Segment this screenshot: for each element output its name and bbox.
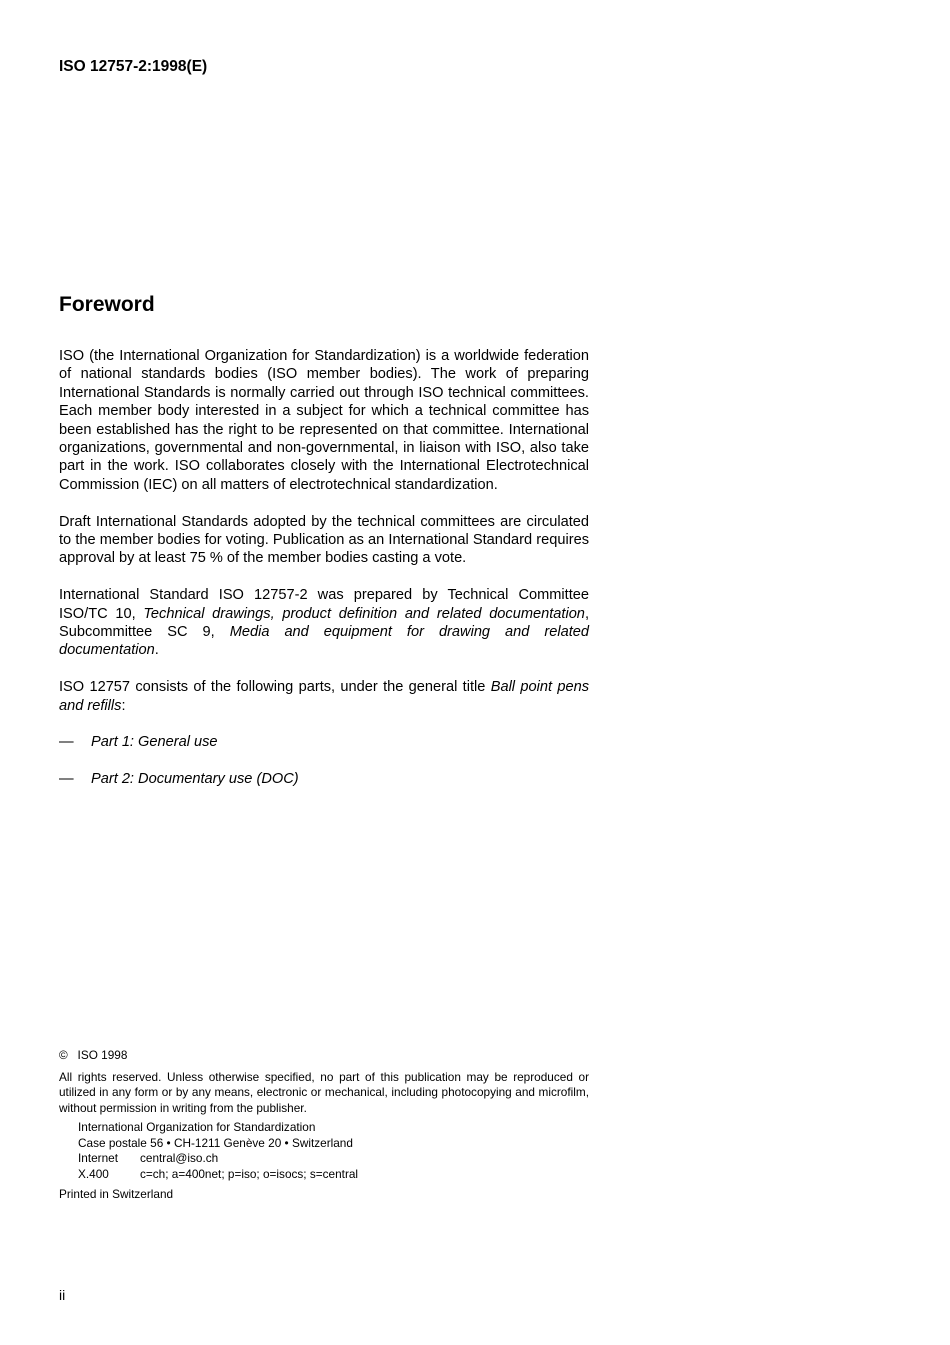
list-dash: — <box>59 734 74 751</box>
x400-label: X.400 <box>78 1166 109 1181</box>
internet-email: central@iso.ch <box>140 1151 219 1165</box>
part-1-label: Part 1: General use <box>91 734 218 751</box>
x400-row <box>78 1167 589 1183</box>
foreword-section <box>59 293 589 807</box>
list-item <box>59 733 589 751</box>
x400-address: c=ch; a=400net; p=iso; o=isocs; s=central <box>140 1166 359 1181</box>
part-2-label: Part 2: Documentary use (DOC) <box>91 771 299 788</box>
internet-row <box>78 1151 589 1167</box>
p3-text-a: International Standard ISO 12757-2 was prepared by Technical Committee ISO/TC 10, <box>59 587 589 622</box>
copyright-line <box>59 1048 589 1064</box>
subcommittee-title: Media and equipment for drawing and related documentation <box>59 624 590 659</box>
p3-text-c: , Subcommittee SC 9, <box>59 605 589 641</box>
list-dash: — <box>59 771 74 788</box>
foreword-heading: Foreword <box>59 293 155 316</box>
list-item <box>59 770 589 788</box>
postal-address: Case postale 56 • CH-1211 Genève 20 • Switzerland <box>78 1135 353 1150</box>
organization-name: International Organization for Standardization <box>78 1120 316 1134</box>
foreword-paragraph-3 <box>59 586 589 660</box>
printed-in: Printed in Switzerland <box>59 1187 174 1201</box>
p4-text-c: : <box>121 697 126 714</box>
p3-text-e: . <box>154 642 159 659</box>
page-number: ii <box>59 1287 66 1303</box>
internet-label: Internet <box>78 1151 119 1165</box>
publisher-address <box>59 1120 589 1182</box>
foreword-paragraph-4 <box>59 678 589 715</box>
copyright-year: ISO 1998 <box>77 1048 128 1062</box>
copyright-symbol: © <box>59 1048 68 1062</box>
foreword-paragraph-1: ISO (the International Organization for Standardization) is a worldwide federation of national standards bodies (ISO member bodies). The work of preparing International Standards is normally carried out through ISO technical committees. Each member body interested in a subject for which a technical committee has been established has the right to be represented on that committee. International organizations, governmental and non-governmental, in liaison with ISO, also take part in the work. ISO collaborates closely with the International Electrotechnical Commission (IEC) on all matters of electrotechnical standardization. <box>59 348 589 493</box>
document-identifier: ISO 12757-2:1998(E) <box>59 58 208 75</box>
rights-statement: All rights reserved. Unless otherwise specified, no part of this publication may be reproduced or utilized in any form or by any means, electronic or mechanical, including photocopying and microfilm, without permission in writing from the publisher. <box>59 1069 589 1115</box>
committee-title: Technical drawings, product definition and related documentation <box>143 605 585 622</box>
general-title: Ball point pens and refills <box>59 679 589 714</box>
copyright-block <box>59 1048 589 1203</box>
p4-text-a: ISO 12757 consists of the following parts, under the general title <box>59 679 491 696</box>
foreword-paragraph-2: Draft International Standards adopted by the technical committees are circulated to the member bodies for voting. Publication as an International Standard requires approval by at least 75 % of the member bodies casting a vote. <box>59 513 589 567</box>
